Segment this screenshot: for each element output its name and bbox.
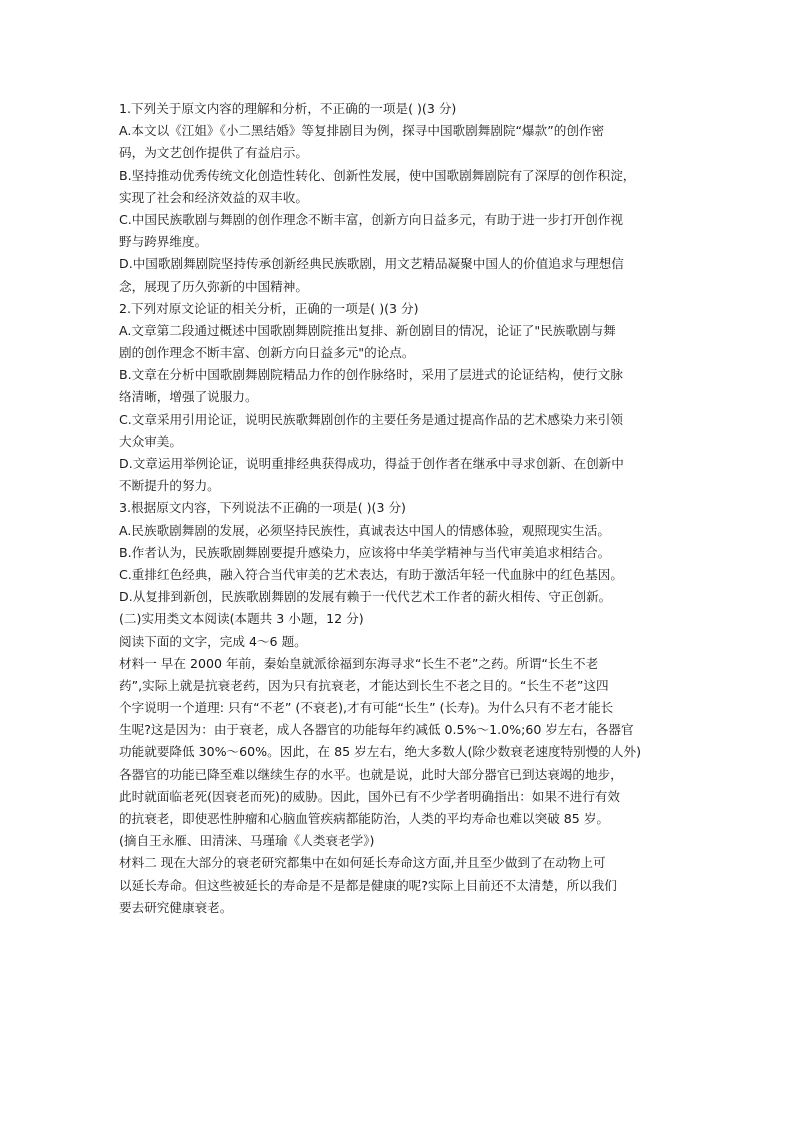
material-1-line: 功能就要降低 30%～60%。因此，在 85 岁左右，绝大多数人(除少数衰老速度特别慢的人外)	[119, 744, 642, 760]
q3-option-c: C.重排红色经典，融入符合当代审美的艺术表达，有助于激活年轻一代血脉中的红色基因。	[119, 566, 623, 582]
q2-option-a: A.文章第二段通过概述中国歌剧舞剧院推出复排、新创剧目的情况，论证了"民族歌剧与舞	[119, 322, 616, 338]
material-2-line: 材料二 现在大部分的衰老研究都集中在如何延长寿命这方面,并且至少做到了在动物上可	[119, 855, 606, 871]
q1-option-c: C.中国民族歌剧与舞剧的创作理念不断丰富，创新方向日益多元，有助于进一步打开创作视	[119, 211, 623, 227]
q3-option-d: D.从复排到新创，民族歌剧舞剧的发展有赖于一代代艺术工作者的薪火相传、守正创新。	[119, 589, 612, 605]
q3-option-b: B.作者认为，民族歌剧舞剧要提升感染力，应该将中华美学精神与当代审美追求相结合。	[119, 544, 611, 560]
question-3-stem: 3.根据原文内容，下列说法不正确的一项是( )(3 分)	[119, 500, 406, 516]
q2-option-c: C.文章采用引用论证，说明民族歌舞剧创作的主要任务是通过提高作品的艺术感染力来引领	[119, 411, 623, 427]
question-1-stem: 1.下列关于原文内容的理解和分析，不正确的一项是( )(3 分)	[119, 101, 457, 116]
q2-option-b-cont: 络清晰，增强了说服力。	[119, 389, 258, 405]
q1-option-a: A.本文以《江姐》《小二黑结婚》等复排剧目为例，探寻中国歌剧舞剧院“爆款”的创作密	[119, 123, 605, 139]
material-1-line: 个字说明一个道理: 只有“不老” (不衰老),才有可能“长生” (长寿)。为什么只有不老才能长	[119, 700, 614, 716]
q1-option-c-cont: 野与跨界维度。	[119, 234, 208, 250]
q1-option-b-cont: 实现了社会和经济效益的双丰收。	[119, 189, 308, 205]
material-2-line: 要去研究健康衰老。	[119, 899, 233, 915]
material-1-line: 药”,实际上就是抗衰老药，因为只有抗衰老，才能达到长生不老之目的。“长生不老”这四	[119, 677, 609, 693]
reading-instruction: 阅读下面的文字，完成 4～6 题。	[119, 633, 307, 649]
q1-option-d-cont: 念，展现了历久弥新的中国精神。	[119, 278, 308, 294]
q2-option-c-cont: 大众审美。	[119, 433, 182, 449]
q3-option-a: A.民族歌剧舞剧的发展，必须坚持民族性，真诚表达中国人的情感体验，观照现实生活。	[119, 522, 610, 538]
material-1-line: 材料一 早在 2000 年前，秦始皇就派徐福到东海寻求“长生不老”之药。所谓“长生不老	[119, 655, 599, 671]
q2-option-d: D.文章运用举例论证，说明重排经典获得成功，得益于创作者在继承中寻求创新、在创新中	[119, 456, 624, 471]
document-body	[119, 98, 685, 919]
material-1-line: 生呢?这是因为：由于衰老，成人各器官的功能每年约减低 0.5%～1.0%;60 岁左右，各器官	[119, 722, 634, 738]
material-1-line: 各器官的功能已降至难以继续生存的水平。也就是说，此时大部分器官已到达衰竭的地步，	[119, 766, 623, 782]
q1-option-d: D.中国歌剧舞剧院坚持传承创新经典民族歌剧，用文艺精品凝聚中国人的价值追求与理想信	[119, 256, 624, 272]
q2-option-a-cont: 剧的创作理念不断丰富、创新方向日益多元"的论点。	[119, 345, 415, 361]
section-heading: (二)实用类文本阅读(本题共 3 小题，12 分)	[119, 611, 364, 627]
q1-option-b: B.坚持推动优秀传统文化创造性转化、创新性发展，使中国歌剧舞剧院有了深厚的创作积淀，	[119, 167, 636, 183]
material-1-line: 此时就面临老死(因衰老而死)的威胁。因此，国外已有不少学者明确指出：如果不进行有效	[119, 788, 620, 804]
material-1-line: 的抗衰老，即使恶性肿瘤和心脑血管疾病都能防治，人类的平均寿命也难以突破 85 岁。	[119, 811, 610, 826]
material-2-line: 以延长寿命。但这些被延长的寿命是不是都是健康的呢?实际上目前还不太清楚，所以我们	[119, 877, 617, 893]
q2-option-b: B.文章在分析中国歌剧舞剧院精品力作的创作脉络时，采用了层进式的论证结构，使行文脉	[119, 367, 623, 383]
question-2-stem: 2.下列对原文论证的相关分析，正确的一项是( )(3 分)	[119, 300, 419, 316]
q2-option-d-cont: 不断提升的努力。	[119, 478, 220, 494]
material-1-source: (摘自王永雁、田清涞、马瑾瑜《人类衰老学》)	[119, 833, 375, 849]
q1-option-a-cont: 码，为文艺创作提供了有益启示。	[119, 145, 308, 161]
